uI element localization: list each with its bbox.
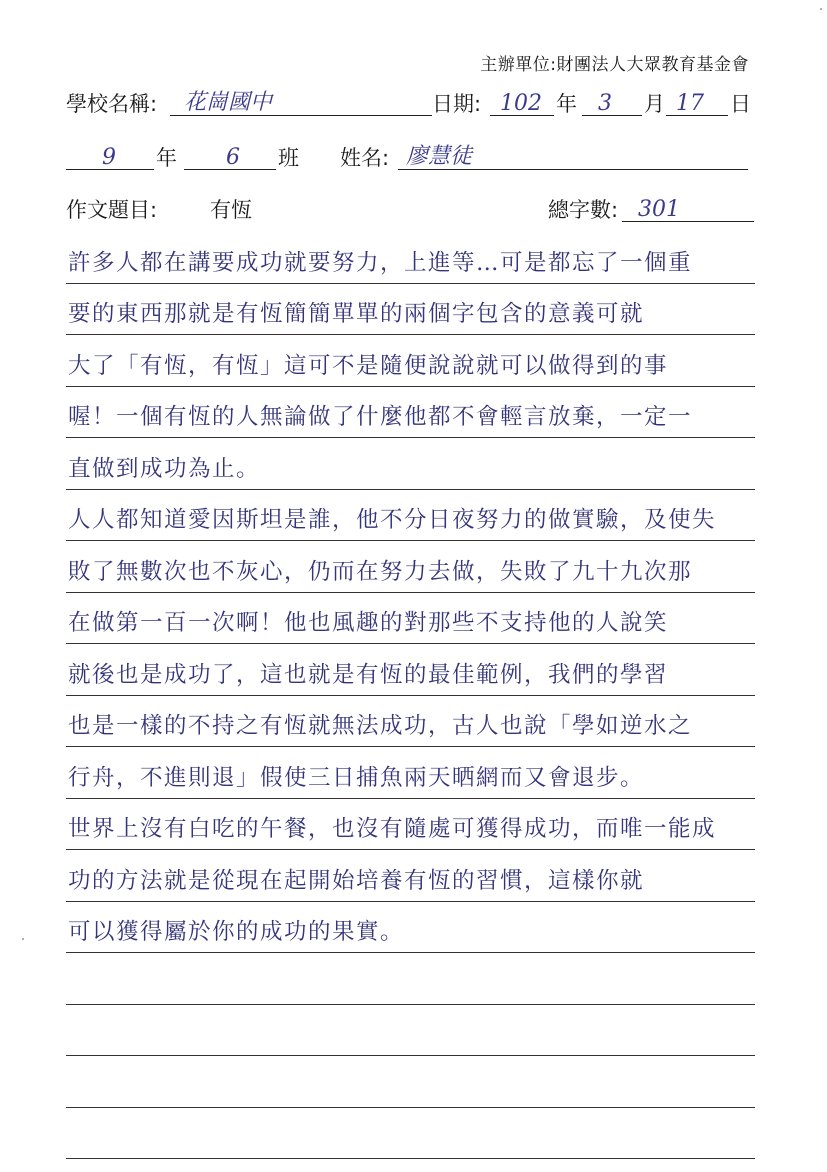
- topic-value: 有恆: [210, 198, 252, 222]
- class-unit: 班: [278, 146, 299, 170]
- date-month: 3: [598, 91, 612, 116]
- essay-line-text: 就後也是成功了，這也就是有恆的最佳範例，我們的學習: [68, 661, 669, 688]
- organizer-note: 主辦單位:財團法人大眾教育基金會: [480, 55, 749, 75]
- essay-line-text: 直做到成功為止。: [68, 455, 261, 482]
- essay-line-text: 大了「有恆，有恆」這可不是隨便說說就可以做得到的事: [68, 352, 669, 379]
- school-value: 花崗國中: [184, 90, 273, 115]
- essay-line-text: 敗了無數次也不灰心，仍而在努力去做，失敗了九十九次那: [68, 558, 693, 585]
- wordcount-value: 301: [638, 197, 680, 222]
- school-date-row: [66, 86, 755, 122]
- month-unit: 月: [644, 92, 665, 116]
- essay-line-text: 喔！一個有恆的人無論做了什麼他都不會輕言放棄，一定一: [68, 404, 693, 430]
- essay-line-text: 許多人都在講要成功就要努力，上進等…可是都忘了一個重: [68, 249, 693, 276]
- day-unit: 日: [730, 92, 751, 116]
- essay-line: [66, 696, 755, 748]
- essay-line-text: 要的東西那就是有恆簡簡單單的兩個字包含的意義可就: [68, 301, 645, 327]
- date-day: 17: [676, 91, 704, 116]
- essay-line: [66, 799, 755, 851]
- essay-line-text: 可以獲得屬於你的成功的果實。: [68, 919, 405, 945]
- essay-line: [66, 593, 755, 645]
- grade-value: 9: [102, 145, 116, 170]
- scan-speck: [820, 8, 822, 10]
- essay-line: [66, 438, 755, 490]
- name-value: 廖慧徒: [406, 144, 473, 169]
- year-unit: 年: [556, 92, 577, 116]
- class-name-row: [66, 140, 755, 176]
- essay-line: [66, 1005, 755, 1057]
- essay-line: [66, 1056, 755, 1108]
- topic-row: [66, 192, 755, 228]
- grade-unit: 年: [156, 146, 177, 170]
- essay-line-text: 也是一樣的不持之有恆就無法成功，古人也說「學如逆水之: [68, 713, 693, 739]
- essay-line-text: 世界上沒有白吃的午餐，也沒有隨處可獲得成功，而唯一能成: [68, 816, 717, 842]
- essay-line-text: 功的方法就是從現在起開始培養有恆的習慣，這樣你就: [68, 867, 645, 894]
- essay-line: [66, 541, 755, 593]
- essay-line: [66, 387, 755, 439]
- scan-speck: [22, 938, 24, 940]
- essay-line: [66, 747, 755, 799]
- essay-line: [66, 953, 755, 1005]
- essay-line: [66, 1108, 755, 1160]
- essay-line: [66, 490, 755, 542]
- school-label: 學校名稱:: [66, 92, 158, 116]
- essay-body: [66, 232, 755, 1159]
- date-label: 日期:: [432, 92, 482, 116]
- essay-line: [66, 335, 755, 387]
- essay-line: [66, 902, 755, 954]
- essay-line: [66, 850, 755, 902]
- class-value: 6: [226, 145, 240, 170]
- essay-line-text: 在做第一百一次啊！他也風趣的對那些不支持他的人說笑: [68, 610, 669, 636]
- essay-line: [66, 284, 755, 336]
- name-label: 姓名:: [340, 146, 390, 170]
- essay-line-text: 行舟，不進則退」假使三日捕魚兩天晒網而又會退步。: [68, 764, 645, 791]
- essay-line: [66, 644, 755, 696]
- wordcount-label: 總字數:: [548, 198, 619, 222]
- date-year: 102: [500, 91, 542, 116]
- month-underline: [582, 115, 642, 116]
- essay-line-text: 人人都知道愛因斯坦是誰，他不分日夜努力的做實驗，及使失: [68, 507, 717, 533]
- essay-line: [66, 232, 755, 284]
- topic-label: 作文題目:: [66, 198, 158, 222]
